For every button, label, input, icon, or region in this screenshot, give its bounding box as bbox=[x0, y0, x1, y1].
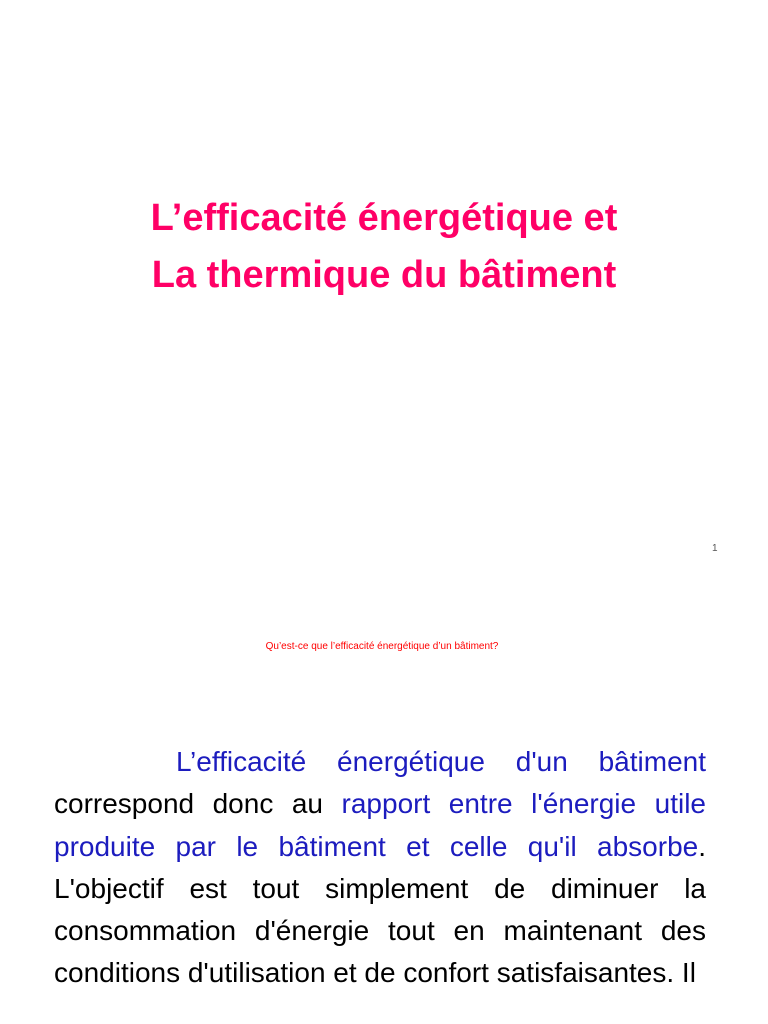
title-line-1: L’efficacité énergétique et bbox=[150, 197, 618, 239]
body-paragraph bbox=[54, 741, 706, 995]
slide-title bbox=[0, 190, 768, 304]
page-number: 1 bbox=[712, 543, 718, 554]
slide-question-heading: Qu’est-ce que l’efficacité énergétique d’un bâtiment? bbox=[265, 641, 499, 652]
paragraph-text-rest: . L'objectif est tout simplement de diminuer la consommation d'énergie tout en maintenant des conditions d'utilisation et de confort satisfaisantes. Il bbox=[54, 830, 706, 989]
paragraph-text-connector: correspond donc au bbox=[54, 788, 342, 820]
paragraph-highlight-definition: rapport entre l'énergie utile produite par le bâtiment et celle qu'il absorbe bbox=[54, 788, 706, 862]
title-line-2: La thermique du bâtiment bbox=[151, 254, 617, 296]
paragraph-highlight-subject: L’efficacité énergétique d'un bâtiment bbox=[176, 746, 706, 777]
